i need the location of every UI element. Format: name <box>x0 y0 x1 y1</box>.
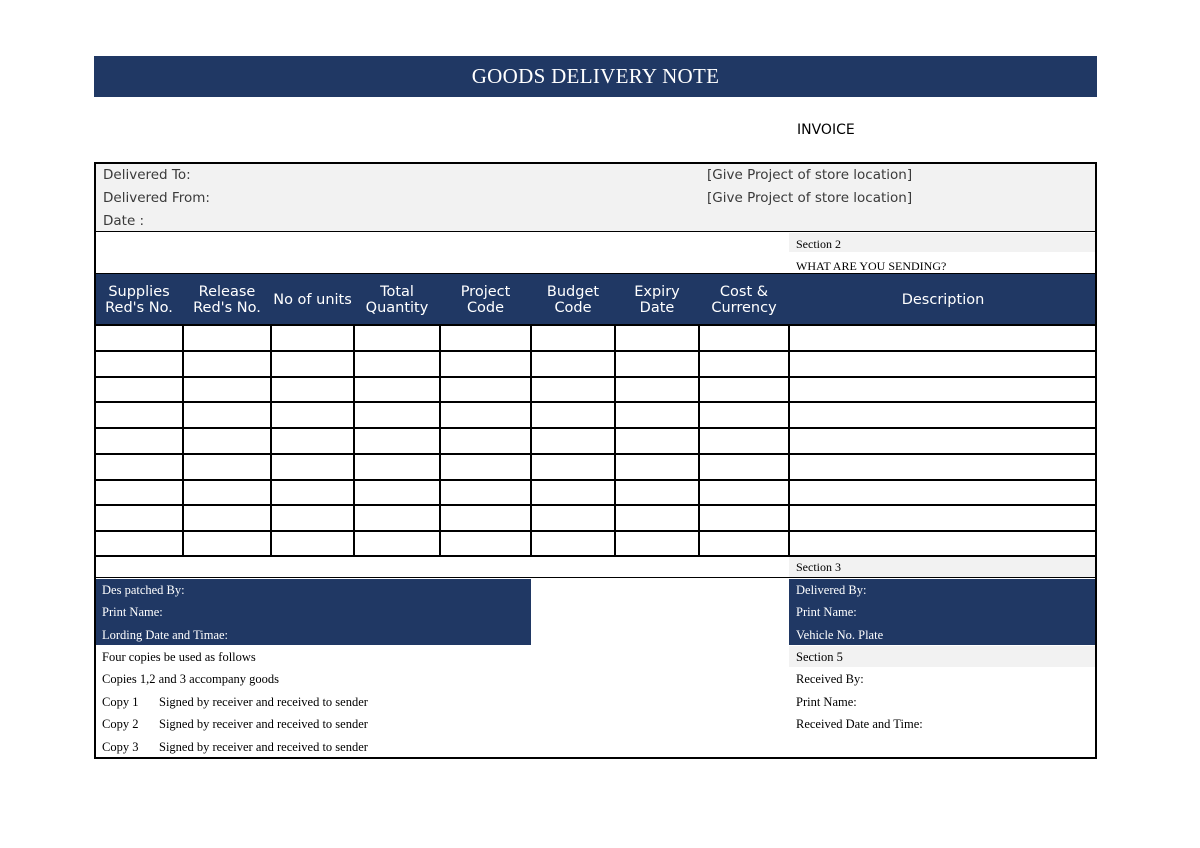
copies-accompany: Copies 1,2 and 3 accompany goods <box>102 672 280 686</box>
delivered-print-name-field[interactable]: Print Name: <box>796 605 857 619</box>
column-line <box>270 324 272 555</box>
row-line <box>94 555 1097 557</box>
table-cell[interactable] <box>439 504 530 530</box>
table-cell[interactable] <box>353 350 439 376</box>
received-print-name-field[interactable]: Print Name: <box>796 695 857 709</box>
table-cell[interactable] <box>698 401 788 427</box>
table-cell[interactable] <box>182 350 270 376</box>
table-cell[interactable] <box>698 453 788 479</box>
table-cell[interactable] <box>94 427 182 453</box>
table-cell[interactable] <box>94 479 182 504</box>
table-cell[interactable] <box>530 453 614 479</box>
table-cell[interactable] <box>439 530 530 555</box>
table-cell[interactable] <box>439 350 530 376</box>
table-cell[interactable] <box>353 324 439 350</box>
info-separator <box>94 231 1097 232</box>
table-cell[interactable] <box>94 401 182 427</box>
table-cell[interactable] <box>439 453 530 479</box>
table-cell[interactable] <box>788 479 1096 504</box>
table-cell[interactable] <box>353 479 439 504</box>
table-cell[interactable] <box>353 530 439 555</box>
section3-line <box>94 577 1097 578</box>
column-line <box>788 324 790 555</box>
section5-label: Section 5 <box>796 650 843 664</box>
table-cell[interactable] <box>439 324 530 350</box>
column-line <box>614 324 616 555</box>
table-cell[interactable] <box>530 376 614 401</box>
table-cell[interactable] <box>182 324 270 350</box>
table-cell[interactable] <box>353 427 439 453</box>
copy2-label: Copy 2 <box>102 717 139 731</box>
table-cell[interactable] <box>94 530 182 555</box>
table-cell[interactable] <box>439 479 530 504</box>
frame-left <box>94 162 96 759</box>
col-expiry-date: Expiry Date <box>634 283 680 316</box>
table-cell[interactable] <box>530 427 614 453</box>
table-cell[interactable] <box>788 376 1096 401</box>
column-line <box>698 324 700 555</box>
table-cell[interactable] <box>182 530 270 555</box>
delivered-from-label: Delivered From: <box>103 190 210 206</box>
received-date-time-field[interactable]: Received Date and Time: <box>796 717 923 731</box>
table-cell[interactable] <box>353 504 439 530</box>
table-cell[interactable] <box>439 427 530 453</box>
table-cell[interactable] <box>788 530 1096 555</box>
table-cell[interactable] <box>788 401 1096 427</box>
table-cell[interactable] <box>270 479 353 504</box>
table-cell[interactable] <box>530 530 614 555</box>
column-line <box>353 324 355 555</box>
received-by-field[interactable]: Received By: <box>796 672 864 686</box>
table-cell[interactable] <box>788 453 1096 479</box>
col-total-quantity: Total Quantity <box>365 283 429 316</box>
table-cell[interactable] <box>614 427 698 453</box>
table-cell[interactable] <box>788 427 1096 453</box>
dispatch-print-name-field[interactable]: Print Name: <box>102 605 163 619</box>
row-line <box>94 479 1097 481</box>
table-cell[interactable] <box>614 504 698 530</box>
loading-date-field[interactable]: Lording Date and Timae: <box>102 628 229 642</box>
table-cell[interactable] <box>94 376 182 401</box>
table-cell[interactable] <box>182 504 270 530</box>
table-cell[interactable] <box>614 376 698 401</box>
table-cell[interactable] <box>788 324 1096 350</box>
table-cell[interactable] <box>94 504 182 530</box>
table-cell[interactable] <box>270 504 353 530</box>
col-budget-code: Budget Code <box>546 283 600 316</box>
table-cell[interactable] <box>614 479 698 504</box>
table-cell[interactable] <box>698 504 788 530</box>
table-cell[interactable] <box>698 350 788 376</box>
table-cell[interactable] <box>614 401 698 427</box>
delivery-info-block <box>94 162 1097 232</box>
copy1-text: Signed by receiver and received to sender <box>159 695 368 709</box>
row-line <box>94 376 1097 378</box>
delivered-from-placeholder[interactable]: [Give Project of store location] <box>707 190 913 206</box>
frame-right <box>1095 162 1097 759</box>
delivered-to-label: Delivered To: <box>103 167 191 183</box>
table-cell[interactable] <box>94 350 182 376</box>
table-cell[interactable] <box>270 427 353 453</box>
table-cell[interactable] <box>530 324 614 350</box>
table-cell[interactable] <box>788 350 1096 376</box>
row-line <box>94 350 1097 352</box>
table-cell[interactable] <box>182 453 270 479</box>
despatched-by-field[interactable]: Des patched By: <box>102 583 185 597</box>
table-cell[interactable] <box>353 376 439 401</box>
table-cell[interactable] <box>94 324 182 350</box>
table-cell[interactable] <box>270 324 353 350</box>
page-title: GOODS DELIVERY NOTE <box>94 56 1097 97</box>
row-line <box>94 453 1097 455</box>
table-cell[interactable] <box>94 453 182 479</box>
table-cell[interactable] <box>698 427 788 453</box>
table-cell[interactable] <box>614 324 698 350</box>
table-cell[interactable] <box>353 453 439 479</box>
col-cost-currency: Cost & Currency <box>711 283 777 316</box>
section2-label: Section 2 <box>796 237 841 251</box>
col-supplies-reds-no: Supplies Red's No. <box>105 283 173 316</box>
vehicle-plate-field[interactable]: Vehicle No. Plate <box>796 628 884 642</box>
col-no-of-units: No of units <box>273 291 352 308</box>
copy3-text: Signed by receiver and received to sender <box>159 740 368 754</box>
column-line <box>182 324 184 555</box>
copy1-label: Copy 1 <box>102 695 139 709</box>
table-cell[interactable] <box>439 376 530 401</box>
table-cell[interactable] <box>614 530 698 555</box>
table-cell[interactable] <box>270 530 353 555</box>
table-cell[interactable] <box>698 530 788 555</box>
column-line <box>439 324 441 555</box>
row-line <box>94 530 1097 532</box>
copy3-label: Copy 3 <box>102 740 139 754</box>
col-release-reds-no: Release Red's No. <box>193 283 261 316</box>
row-line <box>94 401 1097 403</box>
table-cell[interactable] <box>530 350 614 376</box>
table-cell[interactable] <box>270 376 353 401</box>
section2-question: WHAT ARE YOU SENDING? <box>796 259 947 273</box>
delivered-to-placeholder[interactable]: [Give Project of store location] <box>707 167 913 183</box>
copy2-text: Signed by receiver and received to sender <box>159 717 368 731</box>
col-project-code: Project Code <box>460 283 511 316</box>
table-cell[interactable] <box>698 376 788 401</box>
copies-intro: Four copies be used as follows <box>102 650 256 664</box>
col-description: Description <box>901 291 985 308</box>
column-line <box>530 324 532 555</box>
table-cell[interactable] <box>698 479 788 504</box>
table-cell[interactable] <box>530 479 614 504</box>
delivered-by-field[interactable]: Delivered By: <box>796 583 867 597</box>
table-cell[interactable] <box>614 350 698 376</box>
table-cell[interactable] <box>182 401 270 427</box>
table-cell[interactable] <box>439 401 530 427</box>
table-cell[interactable] <box>182 427 270 453</box>
table-cell[interactable] <box>182 479 270 504</box>
header-top-line <box>94 273 1097 274</box>
table-cell[interactable] <box>698 324 788 350</box>
frame-bottom <box>94 757 1097 759</box>
table-cell[interactable] <box>353 401 439 427</box>
table-cell[interactable] <box>614 453 698 479</box>
invoice-label: INVOICE <box>797 122 855 138</box>
row-line <box>94 504 1097 506</box>
table-cell[interactable] <box>530 504 614 530</box>
section3-label: Section 3 <box>796 560 841 574</box>
table-cell[interactable] <box>182 376 270 401</box>
table-cell[interactable] <box>788 504 1096 530</box>
table-cell[interactable] <box>270 350 353 376</box>
table-cell[interactable] <box>530 401 614 427</box>
row-line <box>94 427 1097 429</box>
frame-top <box>94 162 1097 164</box>
table-cell[interactable] <box>270 453 353 479</box>
table-cell[interactable] <box>270 401 353 427</box>
row-line <box>94 324 1097 326</box>
date-label: Date : <box>103 213 145 229</box>
